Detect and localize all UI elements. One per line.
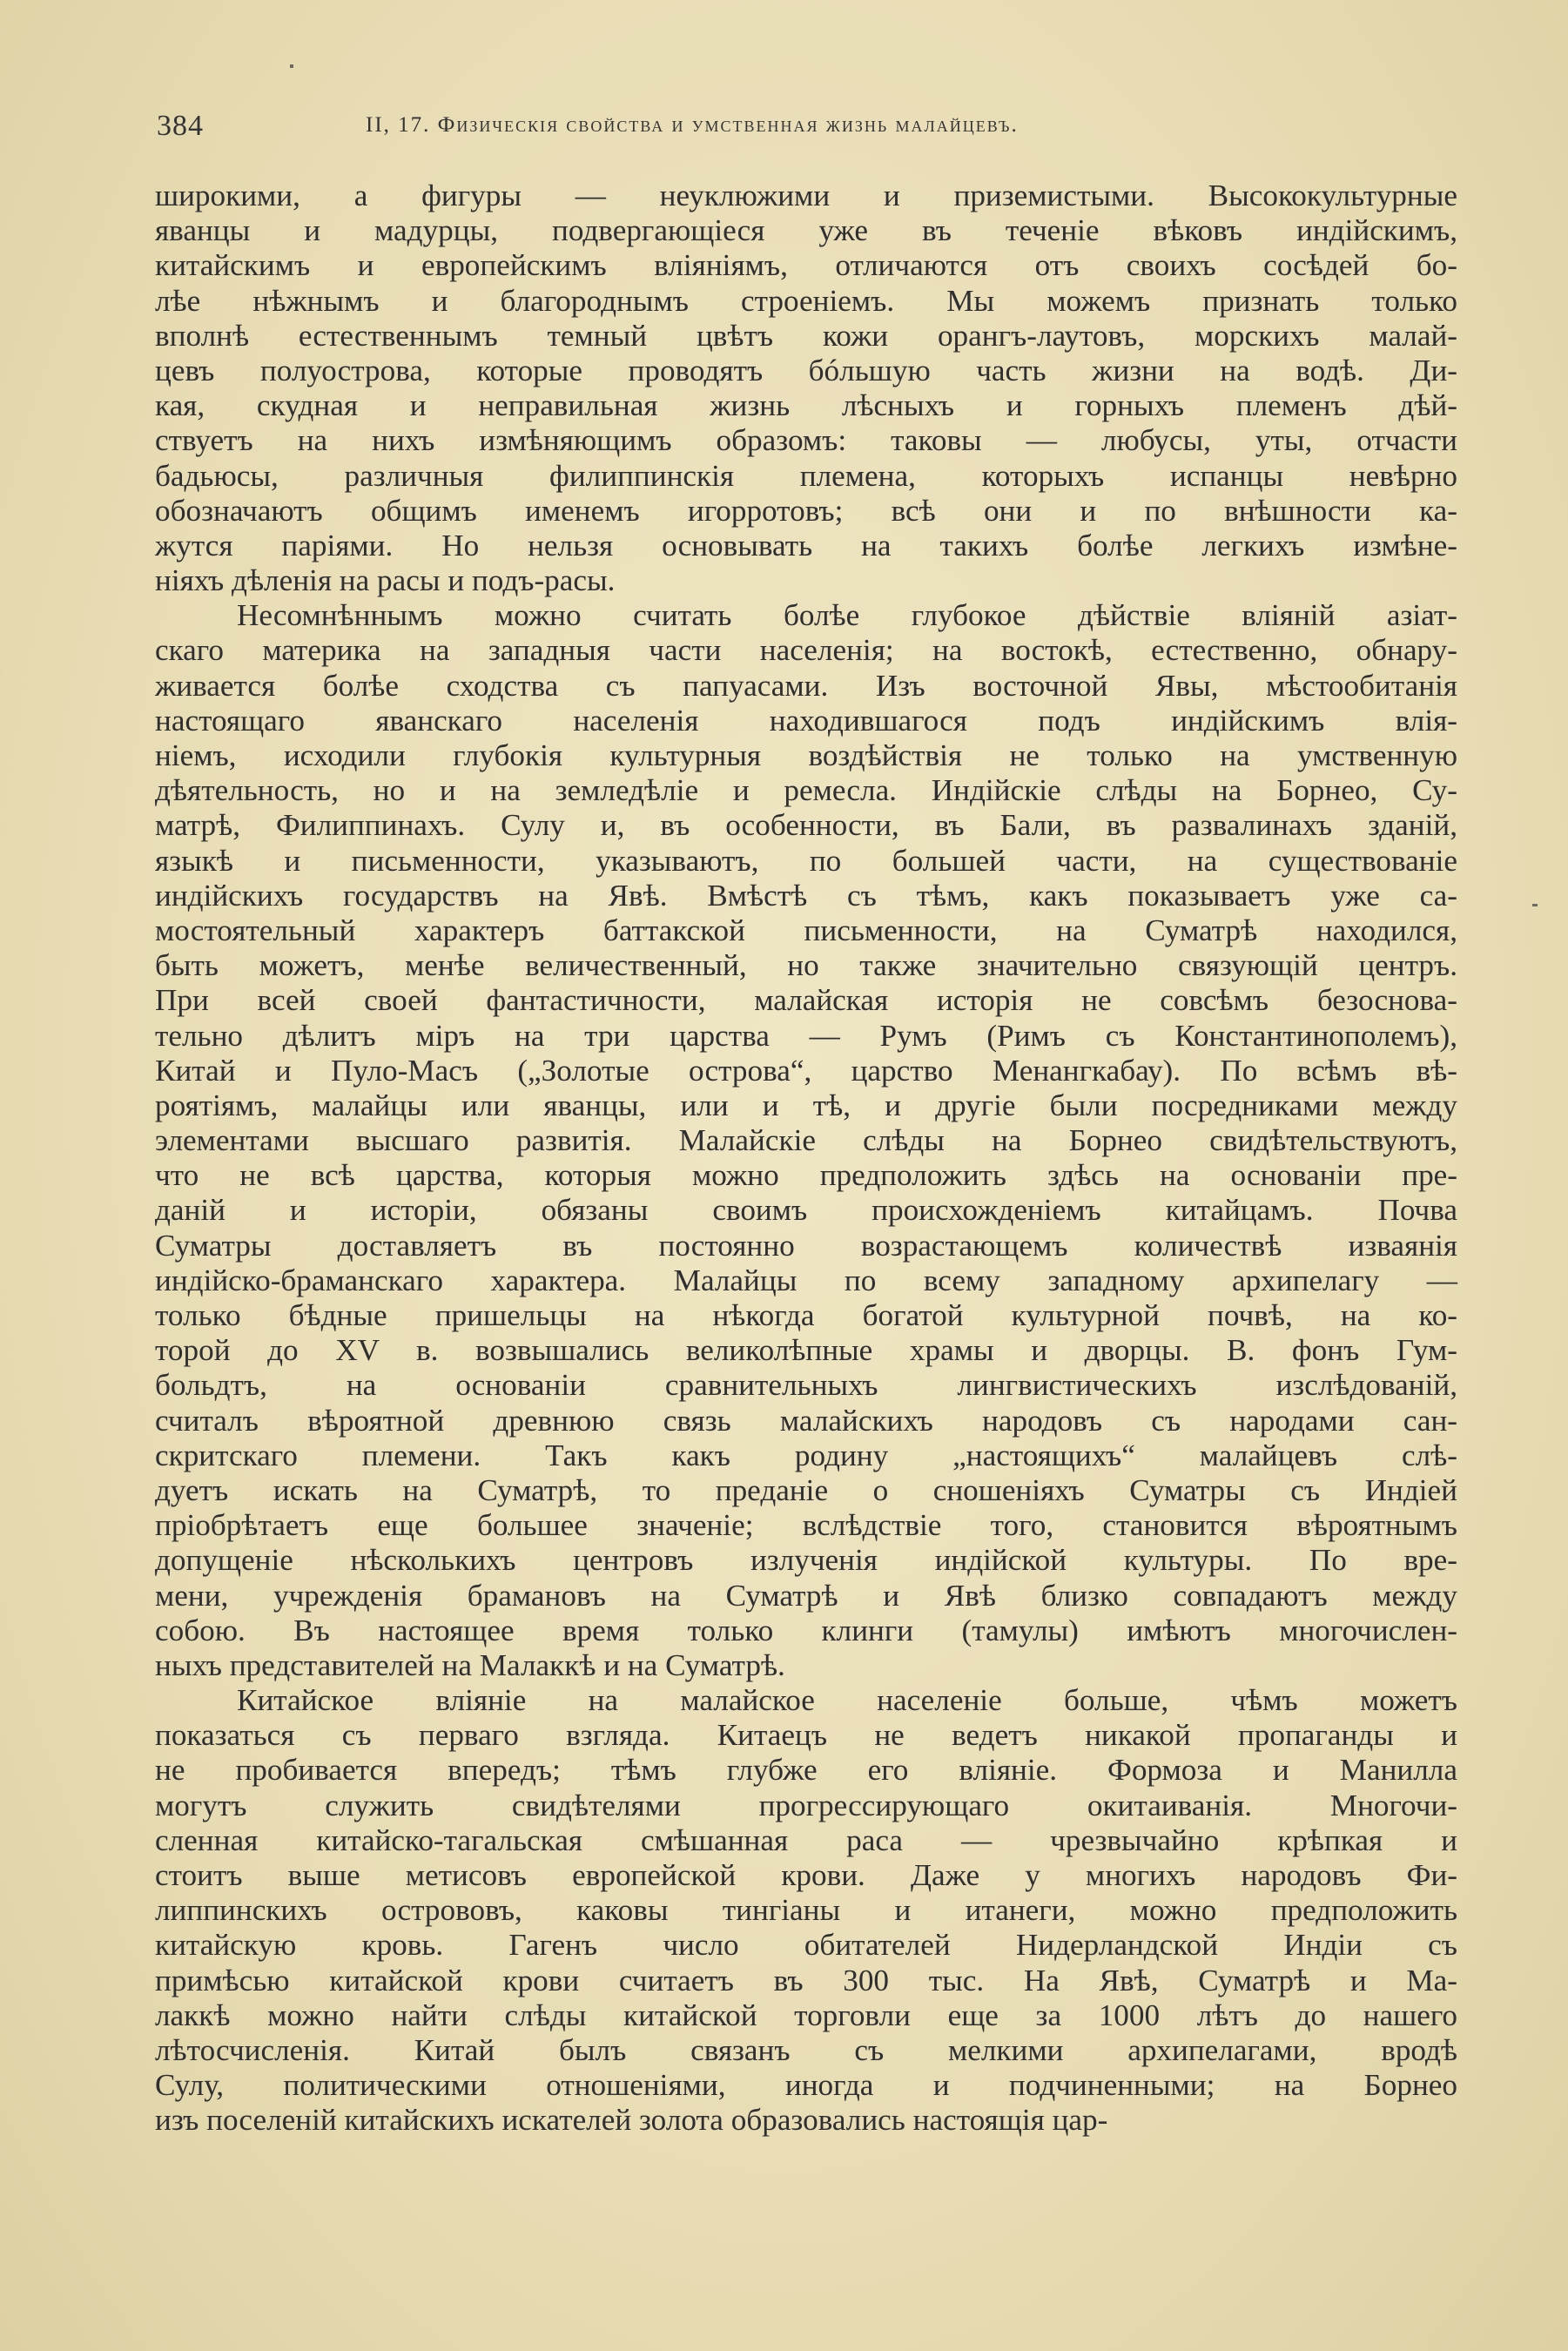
text-line: бадьюсы, различныя филиппинскія племена, которыхъ испанцы невѣрно — [155, 458, 1457, 493]
text-line: матрѣ, Филиппинахъ. Сулу и, въ особенности, въ Бали, въ развалинахъ зданій, — [155, 808, 1457, 843]
text-line: допущеніе нѣсколькихъ центровъ излученія индійской культуры. По вре- — [155, 1543, 1457, 1578]
text-line: цевъ полуострова, которые проводятъ бóльшую часть жизни на водѣ. Ди- — [155, 353, 1457, 387]
text-line: Китай и Пуло-Масъ („Золотые острова“, царство Менангкабау). По всѣмъ вѣ- — [155, 1053, 1457, 1088]
text-line: языкѣ и письменности, указываютъ, по большей части, на существованіе — [155, 843, 1457, 878]
page-number: 384 — [157, 110, 204, 142]
text-line: ніемъ, исходили глубокія культурныя воздѣйствія не только на умственную — [155, 738, 1457, 772]
text-line: считалъ вѣроятной древнюю связь малайскихъ народовъ съ народами сан- — [155, 1403, 1457, 1438]
text-line: китайскимъ и европейскимъ вліяніямъ, отличаются отъ своихъ сосѣдей бо- — [155, 248, 1457, 283]
text-line: вполнѣ естественнымъ темный цвѣтъ кожи орангъ-лаутовъ, морскихъ малай- — [155, 318, 1457, 353]
text-line: яванцы и мадурцы, подвергающіеся уже въ теченіе вѣковъ индійскимъ, — [155, 213, 1457, 248]
text-line: примѣсью китайской крови считаетъ въ 300 тыс. На Явѣ, Суматрѣ и Ма- — [155, 1963, 1457, 1997]
text-line: стоитъ выше метисовъ европейской крови. Даже у многихъ народовъ Фи- — [155, 1858, 1457, 1892]
text-line: скритскаго племени. Такъ какъ родину „настоящихъ“ малайцевъ слѣ- — [155, 1438, 1457, 1472]
text-line: сленная китайско-тагальская смѣшанная раса — чрезвычайно крѣпкая и — [155, 1822, 1457, 1857]
page-header — [157, 110, 1463, 153]
text-line: скаго материка на западныя части населенія; на востокѣ, естественно, обнару- — [155, 633, 1457, 668]
text-line: изъ поселеній китайскихъ искателей золота образовались настоящія цар- — [155, 2103, 1108, 2138]
margin-mark — [1532, 904, 1538, 906]
margin-mark — [290, 64, 293, 68]
paragraph — [155, 179, 1457, 598]
paragraph — [155, 598, 1457, 1683]
text-line: что не всѣ царства, которыя можно предположить здѣсь на основаніи пре- — [155, 1158, 1457, 1193]
text-line: липпинскихъ острововъ, каковы тингіаны и итанеги, можно предположить — [155, 1893, 1457, 1928]
text-line: широкими, а фигуры — неуклюжими и приземистыми. Высококультурные — [155, 179, 1457, 212]
text-line: китайскую кровь. Гагенъ число обитателей Нидерландской Индіи съ — [155, 1928, 1457, 1963]
text-line: мени, учрежденія брамановъ на Суматрѣ и Явѣ близко совпадаютъ между — [155, 1578, 1457, 1613]
text-line: мостоятельный характеръ баттакской письменности, на Суматрѣ находился, — [155, 913, 1457, 947]
body-text — [155, 179, 1457, 2139]
text-line: элементами высшаго развитія. Малайскіе слѣды на Борнео свидѣтельствуютъ, — [155, 1123, 1457, 1158]
text-line: пріобрѣтаетъ еще большее значеніе; вслѣдствіе того, становится вѣроятнымъ — [155, 1508, 1457, 1543]
text-line: ныхъ представителей на Малаккѣ и на Суматрѣ. — [155, 1647, 785, 1682]
text-line: показаться съ перваго взгляда. Китаецъ не ведетъ никакой пропаганды и — [155, 1718, 1457, 1753]
text-line: Суматры доставляетъ въ постоянно возрастающемъ количествѣ изваянія — [155, 1228, 1457, 1263]
text-line: Сулу, политическими отношеніями, иногда и подчиненными; на Борнео — [155, 2068, 1457, 2103]
text-line: Несомнѣннымъ можно считать болѣе глубокое дѣйствіе вліяній азіат- — [237, 598, 1457, 633]
text-line: лаккѣ можно найти слѣды китайской торговли еще за 1000 лѣтъ до нашего — [155, 1997, 1457, 2032]
text-line: быть можетъ, менѣе величественный, но также значительно связующій центръ. — [155, 948, 1457, 983]
text-line: торой до XV в. возвышались великолѣпные храмы и дворцы. В. фонъ Гум- — [155, 1333, 1457, 1368]
text-line: лѣе нѣжнымъ и благороднымъ строеніемъ. Мы можемъ признать только — [155, 283, 1457, 318]
paragraph — [155, 1683, 1457, 2138]
text-line: собою. Въ настоящее время только клинги (тамулы) имѣютъ многочислен- — [155, 1613, 1457, 1647]
text-line: больдтъ, на основаніи сравнительныхъ лингвистическихъ изслѣдованій, — [155, 1368, 1457, 1403]
text-line: индійскихъ государствъ на Явѣ. Вмѣстѣ съ тѣмъ, какъ показываетъ уже са- — [155, 878, 1457, 913]
text-line: ніяхъ дѣленія на расы и подъ-расы. — [155, 563, 616, 598]
text-line: могутъ служить свидѣтелями прогрессирующаго окитаиванія. Многочи- — [155, 1788, 1457, 1822]
text-line: даній и исторіи, обязаны своимъ происхожденіемъ китайцамъ. Почва — [155, 1193, 1457, 1228]
text-line: тельно дѣлитъ міръ на три царства — Румъ (Римъ съ Константинополемъ), — [155, 1018, 1457, 1053]
text-line: кая, скудная и неправильная жизнь лѣсныхъ и горныхъ племенъ дѣй- — [155, 388, 1457, 423]
text-line: лѣтосчисленія. Китай былъ связанъ съ мелкими архипелагами, вродѣ — [155, 2032, 1457, 2067]
text-line: обозначаютъ общимъ именемъ игорротовъ; всѣ они и по внѣшности ка- — [155, 493, 1457, 528]
text-line: дуетъ искать на Суматрѣ, то преданіе о сношеніяхъ Суматры съ Индіей — [155, 1472, 1457, 1507]
text-line: роятіямъ, малайцы или яванцы, или и тѣ, и другіе были посредниками между — [155, 1088, 1457, 1122]
text-line: ствуетъ на нихъ измѣняющимъ образомъ: таковы — любусы, уты, отчасти — [155, 423, 1457, 458]
text-line: При всей своей фантастичности, малайская исторія не совсѣмъ безоснова- — [155, 983, 1457, 1018]
text-line: дѣятельность, но и на земледѣліе и ремесла. Индійскіе слѣды на Борнео, Су- — [155, 773, 1457, 808]
text-line: не пробивается впередъ; тѣмъ глубже его вліяніе. Формоза и Манилла — [155, 1753, 1457, 1788]
text-line: только бѣдные пришельцы на нѣкогда богатой культурной почвѣ, на ко- — [155, 1298, 1457, 1332]
text-line: живается болѣе сходства съ папуасами. Изъ восточной Явы, мѣстообитанія — [155, 668, 1457, 703]
text-line: настоящаго яванскаго населенія находившагося подъ индійскимъ влія- — [155, 703, 1457, 738]
text-line: индійско-браманскаго характера. Малайцы по всему западному архипелагу — — [155, 1263, 1457, 1297]
running-head: II, 17. Физическія свойства и умственная жизнь малайцевъ. — [366, 113, 1019, 137]
text-line: Китайское вліяніе на малайское населеніе больше, чѣмъ можетъ — [237, 1683, 1457, 1718]
text-line: жутся паріями. Но нельзя основывать на такихъ болѣе легкихъ измѣне- — [155, 528, 1457, 562]
